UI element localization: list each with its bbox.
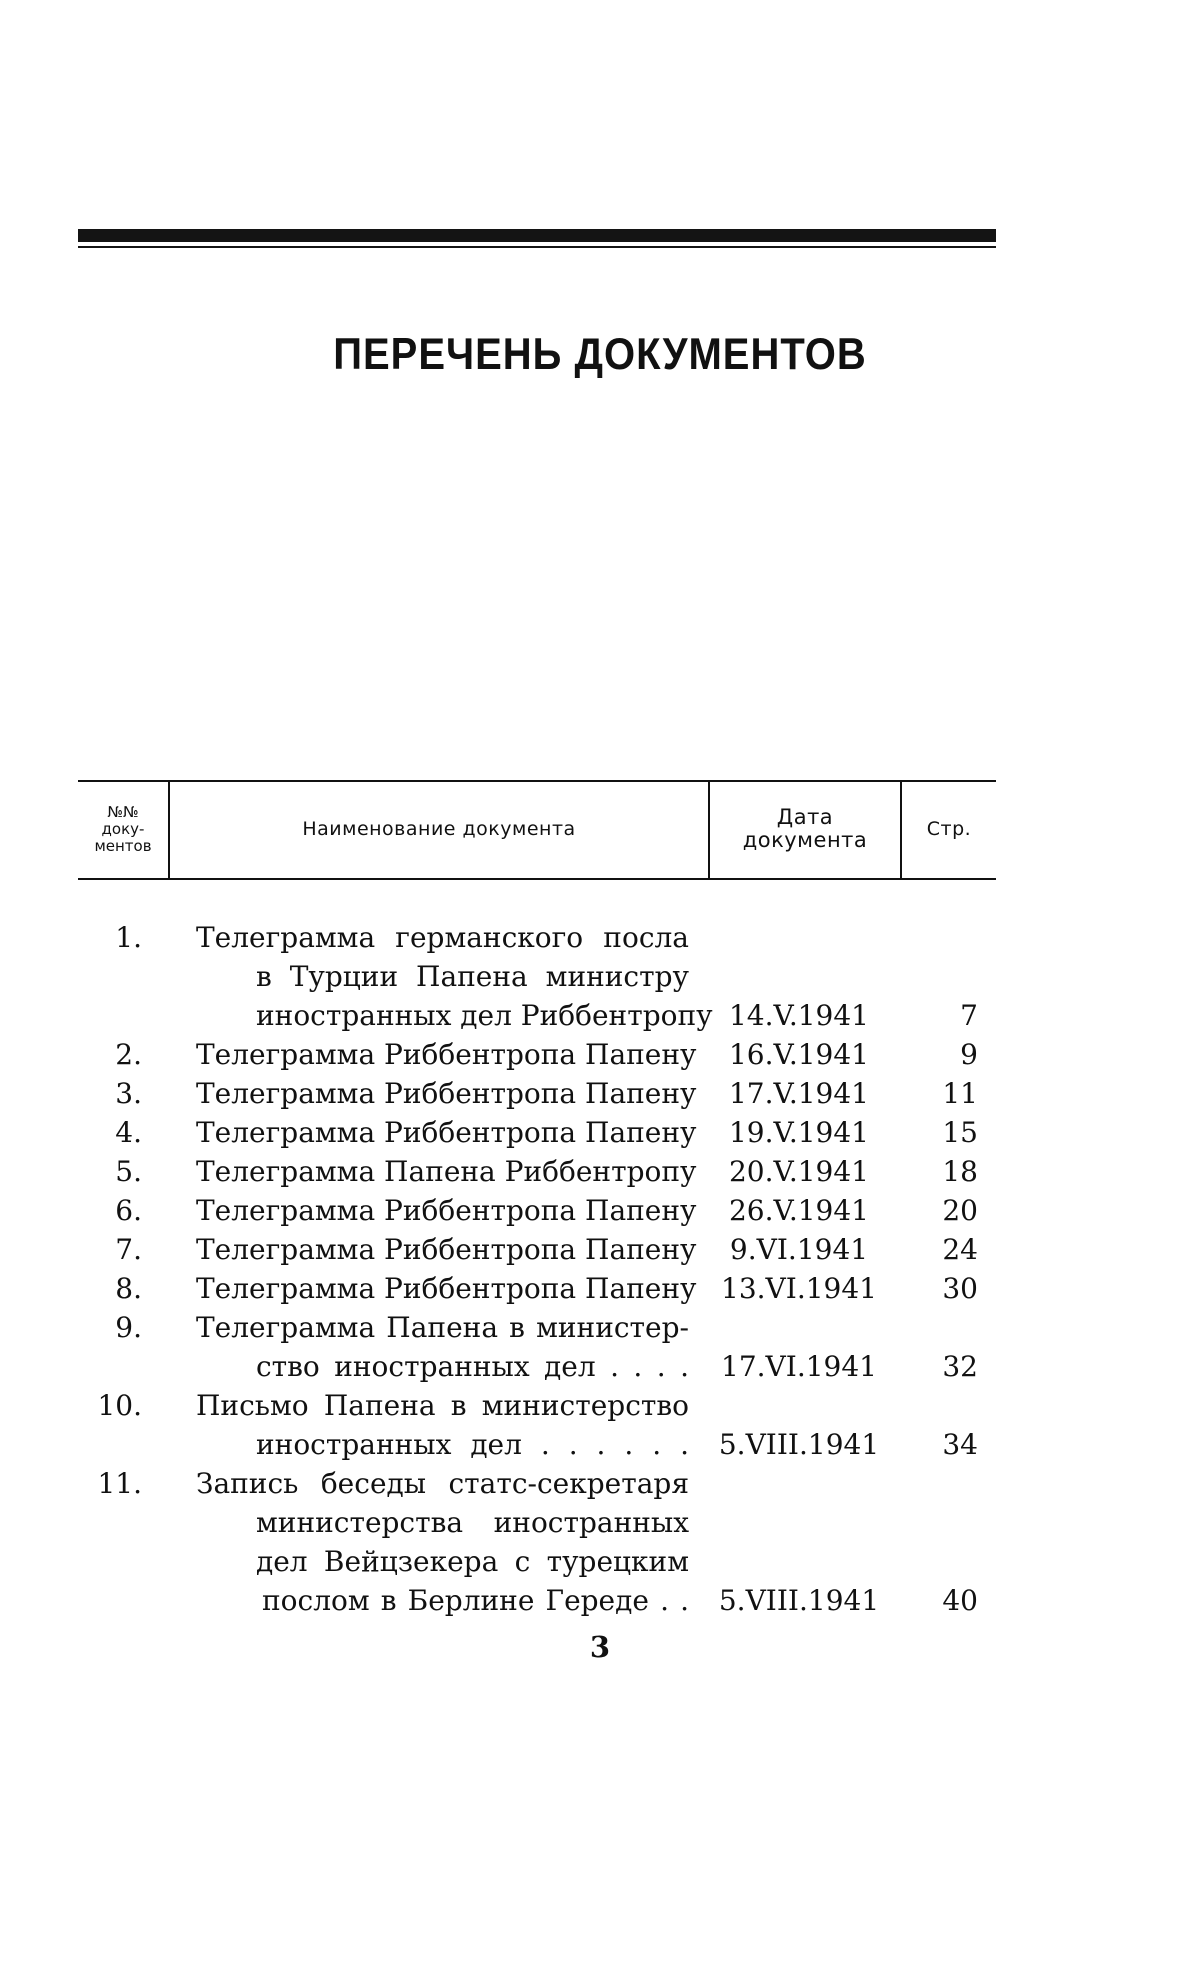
- row-page: 11: [942, 1077, 978, 1110]
- row-page: 9: [960, 1038, 978, 1071]
- row-title-line: иностранных дел Риббентропу: [256, 999, 713, 1032]
- row-date: 14.V.1941: [728, 999, 869, 1032]
- header-page: Стр.: [926, 818, 972, 840]
- header-doc-number: [78, 782, 168, 876]
- row-title-line: Телеграмма Риббентропа Папену: [196, 1194, 697, 1227]
- row-page: 24: [942, 1233, 978, 1266]
- top-rule-thick: [78, 229, 996, 242]
- row-number: 8.: [115, 1272, 142, 1305]
- header-bottom-rule: [78, 878, 996, 880]
- row-page: 32: [942, 1350, 978, 1383]
- row-page: 18: [942, 1155, 978, 1188]
- row-number: 9.: [115, 1311, 142, 1344]
- row-page: 15: [942, 1116, 978, 1149]
- row-number: 3.: [115, 1077, 142, 1110]
- row-title-line: Запись беседы статс-секретаря: [196, 1467, 689, 1500]
- row-date: 19.V.1941: [728, 1116, 869, 1149]
- row-number: 7.: [115, 1233, 142, 1266]
- row-page: 30: [942, 1272, 978, 1305]
- row-title-line: Телеграмма Риббентропа Папену: [196, 1038, 697, 1071]
- row-date: 9.VI.1941: [729, 1233, 869, 1266]
- row-page: 7: [960, 999, 978, 1032]
- header-doc-number-line2: доку-: [101, 819, 145, 838]
- row-title-line: послом в Берлине Гереде . .: [262, 1584, 689, 1617]
- page-title: ПЕРЕЧЕНЬ ДОКУМЕНТОВ: [333, 330, 867, 380]
- row-date: 5.VIII.1941: [718, 1428, 880, 1461]
- row-page: 34: [942, 1428, 978, 1461]
- row-title-line: Телеграмма германского посла: [196, 921, 689, 954]
- row-title-line: дел Вейцзекера с турецким: [256, 1545, 689, 1578]
- header-doc-number-line3: ментов: [94, 836, 152, 855]
- row-number: 4.: [115, 1116, 142, 1149]
- top-rule-thin: [78, 246, 996, 248]
- row-title-line: Телеграмма Риббентропа Папену: [196, 1233, 697, 1266]
- row-number: 2.: [115, 1038, 142, 1071]
- header-doc-name: Наименование документа: [302, 818, 576, 840]
- row-title-line: Телеграмма Риббентропа Папену: [196, 1272, 697, 1305]
- row-title-line: Телеграмма Папена в министер-: [196, 1311, 689, 1344]
- row-title-line: в Турции Папена министру: [256, 960, 689, 993]
- row-date: 17.VI.1941: [721, 1350, 877, 1383]
- row-title-line: министерства иностранных: [256, 1506, 689, 1539]
- row-number: 5.: [115, 1155, 142, 1188]
- header-doc-number-line1: №№: [107, 802, 139, 821]
- row-number: 1.: [115, 921, 142, 954]
- row-date: 13.VI.1941: [721, 1272, 877, 1305]
- row-title-line: Телеграмма Папена Риббентропу: [196, 1155, 697, 1188]
- row-page: 40: [942, 1584, 978, 1617]
- row-date: 26.V.1941: [728, 1194, 869, 1227]
- row-date: 5.VIII.1941: [718, 1584, 880, 1617]
- row-title-line: Телеграмма Риббентропа Папену: [196, 1077, 697, 1110]
- row-number: 6.: [115, 1194, 142, 1227]
- row-number: 10.: [97, 1389, 142, 1422]
- row-title-line: Письмо Папена в министерство: [196, 1389, 689, 1422]
- row-title-line: иностранных дел . . . . . .: [256, 1428, 689, 1461]
- row-number: 11.: [97, 1467, 142, 1500]
- row-date: 20.V.1941: [728, 1155, 869, 1188]
- row-title-line: ство иностранных дел . . . .: [256, 1350, 689, 1383]
- header-doc-date-line2: документа: [742, 828, 868, 852]
- header-doc-date: [710, 782, 900, 876]
- page-number: 3: [589, 1630, 611, 1664]
- header-doc-date-line1: Дата: [776, 805, 834, 829]
- row-date: 16.V.1941: [728, 1038, 869, 1071]
- row-page: 20: [942, 1194, 978, 1227]
- row-date: 17.V.1941: [728, 1077, 869, 1110]
- row-title-line: Телеграмма Риббентропа Папену: [196, 1116, 697, 1149]
